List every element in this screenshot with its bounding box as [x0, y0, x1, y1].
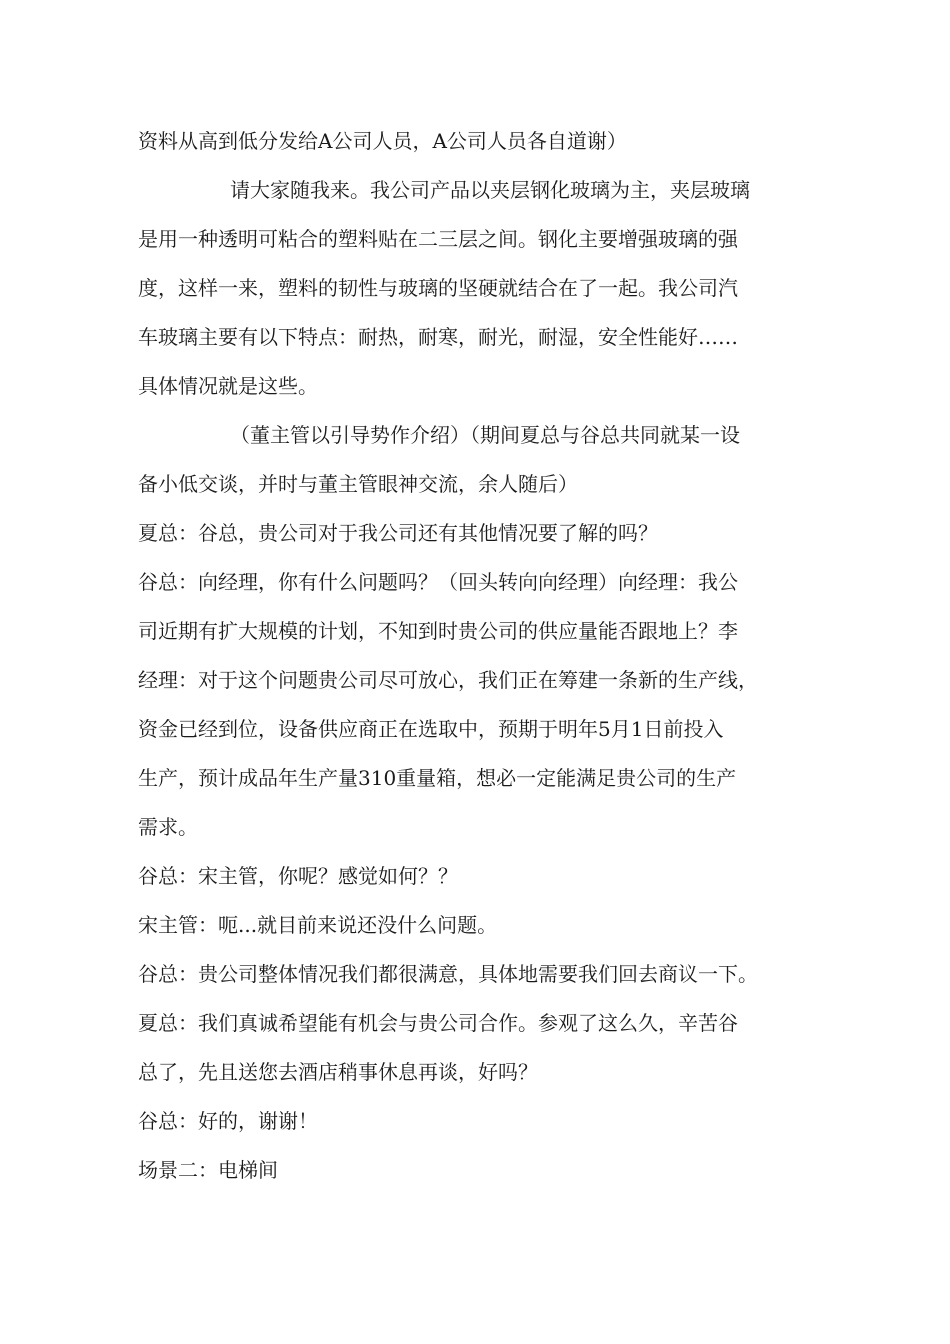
- text-line: 度，这样一来，塑料的韧性与玻璃的坚硬就结合在了一起。我公司汽: [138, 276, 738, 300]
- text-line: 经理：对于这个问题贵公司尽可放心，我们正在筹建一条新的生产线，: [138, 668, 758, 692]
- text-line: 总了，先且送您去酒店稍事休息再谈，好吗？: [138, 1060, 538, 1084]
- text-line: 资金已经到位，设备供应商正在选取中，预期于明年5月1日前投入: [138, 717, 724, 741]
- scene-heading: 场景二：电梯间: [138, 1158, 278, 1182]
- dialogue-line: 夏总：谷总，贵公司对于我公司还有其他情况要了解的吗？: [138, 521, 658, 545]
- dialogue-line: 谷总：好的，谢谢！: [138, 1109, 318, 1133]
- text-line: 是用一种透明可粘合的塑料贴在二三层之间。钢化主要增强玻璃的强: [138, 227, 738, 251]
- text-line: 车玻璃主要有以下特点：耐热，耐寒，耐光，耐湿，安全性能好……: [138, 325, 738, 349]
- paragraph-first-line: 请大家随我来。我公司产品以夹层钢化玻璃为主，夹层玻璃: [230, 178, 750, 202]
- paragraph-first-line: （董主管以引导势作介绍）（期间夏总与谷总共同就某一设: [230, 423, 740, 447]
- dialogue-line: 谷总：向经理，你有什么问题吗？（回头转向向经理）向经理：我公: [138, 570, 738, 594]
- text-line: 资料从高到低分发给A公司人员，A公司人员各自道谢）: [138, 129, 627, 153]
- text-line: 备小低交谈，并时与董主管眼神交流，余人随后）: [138, 472, 578, 496]
- dialogue-line: 谷总：贵公司整体情况我们都很满意，具体地需要我们回去商议一下。: [138, 962, 758, 986]
- text-line: 需求。: [138, 815, 198, 839]
- text-line: 司近期有扩大规模的计划，不知到时贵公司的供应量能否跟地上？李: [138, 619, 738, 643]
- text-line: 生产，预计成品年生产量310重量箱，想必一定能满足贵公司的生产: [138, 766, 737, 790]
- document-body: [138, 117, 828, 1195]
- text-line: 具体情况就是这些。: [138, 374, 318, 398]
- dialogue-line: 谷总：宋主管，你呢？感觉如何？？: [138, 864, 458, 888]
- dialogue-line: 宋主管：呃...就目前来说还没什么问题。: [138, 913, 498, 937]
- dialogue-line: 夏总：我们真诚希望能有机会与贵公司合作。参观了这么久，辛苦谷: [138, 1011, 738, 1035]
